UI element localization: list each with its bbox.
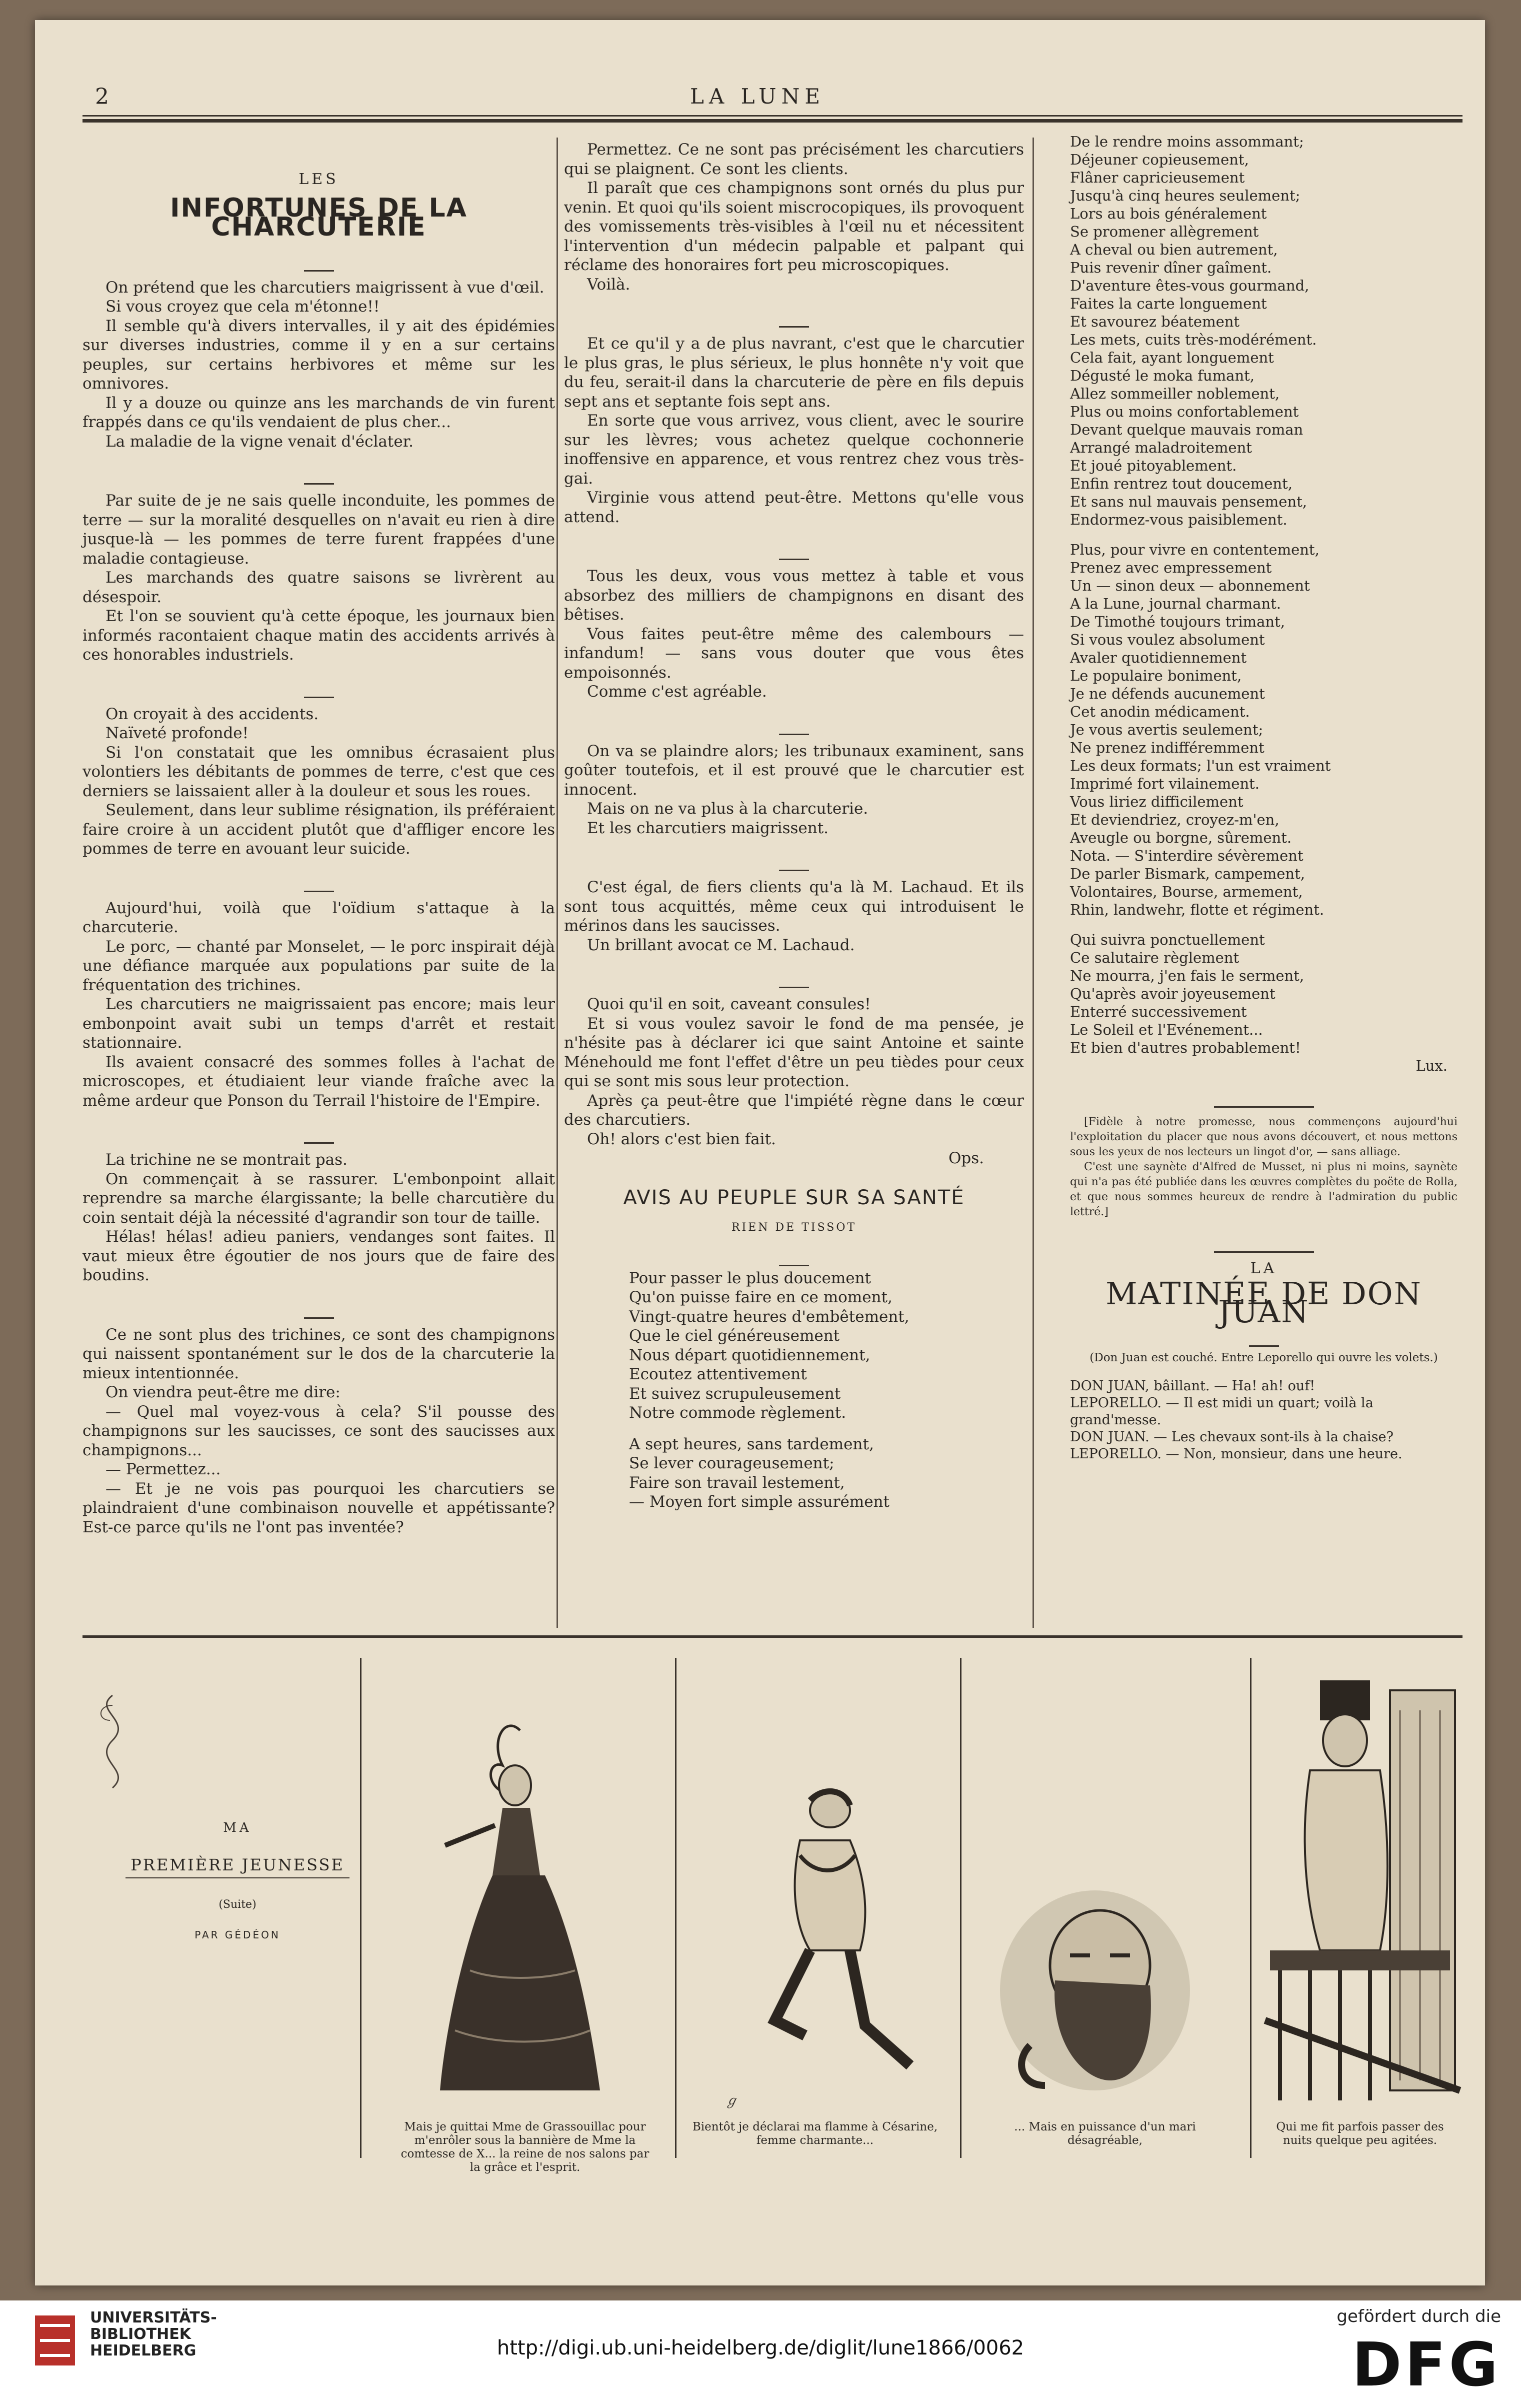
paragraph: On va se plaindre alors; les tribunaux examinent, sans goûter toutefois, et il est prouvé que le charcutier est innocent. — [564, 742, 1024, 799]
series-author: PAR GÉDÉON — [194, 1929, 280, 1941]
funding-label: gefördert durch die — [1336, 2306, 1501, 2326]
dialogue-line: LEPORELLO. — Il est midi un quart; voilà la grand'messe. — [1070, 1395, 1374, 1428]
article-kicker: LES — [298, 171, 339, 188]
article-charcuterie — [82, 140, 555, 1537]
paragraph: Oh! alors c'est bien fait. — [587, 1130, 776, 1148]
verse-line: Cela fait, ayant longuement — [1070, 349, 1274, 366]
paragraph: — Permettez... — [106, 1460, 221, 1478]
paragraph: — Quel mal voyez-vous à cela? S'il pousse des champignons sur les saucisses, ce sont des saucisses aux champignons... — [82, 1402, 555, 1459]
editorial-note — [1070, 1115, 1458, 1220]
paragraph: Virginie vous attend peut-être. Mettons qu'elle vous attend. — [564, 489, 1024, 526]
paragraph: Naïveté profonde! — [106, 724, 249, 742]
paragraph: Tous les deux, vous vous mettez à table et vous absorbez des milliers de champignons en disant des bêtises. — [564, 567, 1024, 624]
series-suite: (Suite) — [218, 1898, 256, 1911]
verse-line: Et deviendriez, croyez-m'en, — [1070, 811, 1280, 828]
caption: Bientôt je déclarai ma flamme à Césarine, femme charmante... — [692, 2120, 938, 2147]
paragraph: Par suite de je ne sais quelle inconduite, les pommes de terre — sur la moralité desquelles on n'avait eu rien à dire jusque-là — les pommes de terre furent frappées d'une maladie contagieuse. — [82, 492, 555, 568]
journal-title: LA LUNE — [690, 84, 825, 109]
verse-line: De le rendre moins assommant; — [1070, 133, 1304, 150]
paragraph: Voilà. — [587, 275, 630, 294]
paragraph: Il y a douze ou quinze ans les marchands de vin furent frappés dans ce qu'ils vendaient de plus cher... — [82, 394, 555, 431]
artist-monogram-icon: ℊ — [725, 2093, 738, 2108]
paragraph: La maladie de la vigne venait d'éclater. — [106, 432, 414, 451]
verse-line: Se lever courageusement; — [629, 1454, 834, 1472]
verse-line: Prenez avec empressement — [1070, 559, 1272, 576]
verse-line: Imprimé fort vilainement. — [1070, 775, 1260, 792]
balcony-man-illustration — [1260, 1670, 1470, 2110]
verse-line: Je ne défends aucunement — [1070, 685, 1265, 702]
column-separator — [1032, 138, 1034, 1628]
verse-line: — Moyen fort simple assurément — [629, 1493, 890, 1511]
panel-separator — [360, 1658, 362, 2158]
paragraph: Il semble qu'à divers intervalles, il y ait des épidémies sur diverses industries, comme il y en a sur certains peuples, sur certains herbivores et même sur les omnivores. — [82, 317, 555, 393]
paragraph: La trichine ne se montrait pas. — [106, 1151, 348, 1169]
verse-line: Qu'après avoir joyeusement — [1070, 985, 1276, 1002]
verse-line: Je vous avertis seulement; — [1070, 721, 1264, 738]
paragraph: Ce ne sont plus des trichines, ce sont des champignons qui naissent spontanément sur le dos de la charcuterie la mieux intentionnée. — [82, 1325, 555, 1382]
verse-line: Endormez-vous paisiblement. — [1070, 511, 1288, 528]
paragraph: Les marchands des quatre saisons se livrèrent au désespoir. — [82, 569, 555, 606]
paragraph: Ils avaient consacré des sommes folles à l'achat de microscopes, et étudiaient leur viande fraîche avec la même ardeur que Ponson du Terrail l'histoire de l'Empire. — [82, 1053, 555, 1110]
series-kicker: MA — [223, 1820, 252, 1835]
library-line: HEIDELBERG — [90, 2342, 196, 2359]
source-url[interactable]: http://digi.ub.uni-heidelberg.de/diglit/lune1866/0062 — [496, 2336, 1024, 2359]
paragraph: Comme c'est agréable. — [587, 683, 767, 701]
caption: Mais je quittai Mme de Grassouillac pour m'enrôler sous la bannière de Mme la comtesse de X... la reine de nos salons par la grâce et l'esprit. — [400, 2120, 650, 2174]
verse-line: De Timothé toujours trimant, — [1070, 613, 1285, 630]
paragraph: — Et je ne vois pas pourquoi les charcutiers se plaindraient d'une combinaison nouvelle et appétissante? Est-ce parce qu'ils ne l'ont pas inventée? — [82, 1479, 555, 1536]
poem-title: AVIS AU PEUPLE SUR SA SANTÉ — [623, 1186, 965, 1209]
paragraph: Mais on ne va plus à la charcuterie. — [587, 800, 868, 818]
paragraph: Si l'on constatait que les omnibus écrasaient plus volontiers les débitants de pommes de terre, c'est que ces derniers se laissaient aller à la douleur et sous les roues. — [82, 743, 555, 800]
paragraph: On viendra peut-être me dire: — [106, 1383, 340, 1401]
panel-separator — [960, 1658, 962, 2158]
note-paragraph: C'est une saynète d'Alfred de Musset, ni plus ni moins, saynète qui n'a pas été publiée dans les œuvres complètes du poëte de Rolla, et que nous sommes heureux de rendre à l'admiration du public lettré.] — [1070, 1161, 1458, 1218]
paragraph: Et ce qu'il y a de plus navrant, c'est que le charcutier le plus gras, le plus sérieux, le plus honnête n'y voit que du feu, serait-il dans la charcuterie de père en fils depuis sept ans et septante fois sept ans. — [564, 335, 1024, 411]
verse-line: Faire son travail lestement, — [629, 1473, 845, 1492]
verse-line: Que le ciel généreusement — [629, 1327, 840, 1345]
verse-line: Ne mourra, j'en fais le serment, — [1070, 967, 1304, 984]
paragraph: On commençait à se rassurer. L'embonpoint allait reprendre sa marche élargissante; la belle charcutière du coin sentait déjà la nécessité d'agrandir son tour de taille. — [82, 1170, 555, 1227]
caption: ... Mais en puissance d'un mari désagréable, — [1014, 2120, 1196, 2147]
verse-line: Nous départ quotidiennement, — [629, 1346, 870, 1364]
verse-line: Avaler quotidiennement — [1070, 649, 1247, 666]
verse-line: Puis revenir dîner gaîment. — [1070, 259, 1272, 276]
paragraph: Seulement, dans leur sublime résignation, ils préféraient faire croire à un accident plutôt que d'affliger encore les pommes de terre en avouant leur suicide. — [82, 801, 555, 858]
verse-line: Plus ou moins confortablement — [1070, 403, 1299, 420]
caption: Qui me fit parfois passer des nuits quelque peu agitées. — [1276, 2120, 1444, 2147]
dfg-logo: DFG — [1352, 2330, 1501, 2400]
verse-line: Dégusté le moka fumant, — [1070, 367, 1255, 384]
verse-line: Volontaires, Bourse, armement, — [1070, 883, 1303, 900]
verse-line: Nota. — S'interdire sévèrement — [1070, 847, 1304, 864]
verse-line: A sept heures, sans tardement, — [629, 1435, 874, 1453]
lady-illustration — [415, 1710, 625, 2110]
paragraph: Les charcutiers ne maigrissaient pas encore; mais leur embonpoint avait subi un temps d'arrêt et restait stationnaire. — [82, 995, 555, 1052]
paragraph: Aujourd'hui, voilà que l'oïdium s'attaque à la charcuterie. — [82, 899, 555, 936]
verse-line: Arrangé maladroitement — [1070, 439, 1252, 456]
paragraph: Le porc, — chanté par Monselet, — le porc inspirait déjà une défiance marquée aux populations par suite de la fréquentation des trichines. — [82, 937, 555, 994]
verse-line: Jusqu'à cinq heures seulement; — [1070, 187, 1300, 204]
paragraph: Il paraît que ces champignons sont ornés du plus pur venin. Et quoi qu'ils soient miscrocopiques, ils provoquent des vomissements très-visibles à l'œil nu et nécessitent l'intervention d'un médecin palpable et palpant qui réclame des honoraires fort peu microscopiques. — [564, 179, 1024, 274]
poem — [1070, 133, 1458, 1057]
paragraph: Vous faites peut-être même des calembours — infandum! — sans vous douter que vous êtes empoisonnés. — [564, 625, 1024, 682]
paragraph: Quoi qu'il en soit, caveant consules! — [587, 995, 871, 1013]
paragraph: Et les charcutiers maigrissent. — [587, 819, 829, 837]
verse-line: Aveugle ou borgne, sûrement. — [1070, 829, 1292, 846]
verse-line: Vous liriez difficilement — [1070, 793, 1244, 810]
paragraph: Un brillant avocat ce M. Lachaud. — [587, 936, 855, 954]
cartoon-rule — [82, 1635, 1462, 1638]
play-kicker: LA — [1250, 1260, 1278, 1277]
paragraph: Après ça peut-être que l'impiété règne dans le cœur des charcutiers. — [564, 1091, 1024, 1129]
verse-line: Devant quelque mauvais roman — [1070, 421, 1304, 438]
verse-line: Flâner capricieusement — [1070, 169, 1245, 186]
verse-line: De parler Bismark, campement, — [1070, 865, 1305, 882]
header-rule-thick — [82, 119, 1462, 123]
verse-line: Déjeuner copieusement, — [1070, 151, 1249, 168]
verse-line: Et bien d'autres probablement! — [1070, 1039, 1301, 1056]
verse-line: Ecoutez attentivement — [629, 1365, 807, 1383]
paragraph: En sorte que vous arrivez, vous client, avec le sourire sur les lèvres; vous achetez quelque cochonnerie inoffensive en apparence, et vous rentrez chez vous très-gai. — [564, 412, 1024, 488]
paragraph: Permettez. Ce ne sont pas précisément les charcutiers qui se plaignent. Ce sont les clients. — [564, 141, 1024, 178]
verse-line: Et sans nul mauvais pensement, — [1070, 493, 1308, 510]
verse-line: Enterré successivement — [1070, 1003, 1247, 1020]
panel-separator — [675, 1658, 676, 2158]
paragraph: Et l'on se souvient qu'à cette époque, les journaux bien informés racontaient chaque matin des accidents arrivés à ces honorables industriels. — [82, 607, 555, 664]
dialogue-line: DON JUAN. — Les chevaux sont-ils à la chaise? — [1070, 1429, 1394, 1445]
verse-line: Si vous voulez absolument — [1070, 631, 1265, 648]
ornament-icon — [82, 1690, 142, 1790]
verse-line: Notre commode règlement. — [629, 1404, 846, 1422]
paragraph: C'est égal, de fiers clients qu'a là M. Lachaud. Et ils sont tous acquittés, même ceux qui introduisent le mérinos dans les saucisses. — [564, 878, 1024, 935]
verse-line: Enfin rentrez tout doucement, — [1070, 475, 1292, 492]
dialogue — [1070, 1378, 1458, 1463]
verse-line: Et savourez béatement — [1070, 313, 1240, 330]
verse-line: A la Lune, journal charmant. — [1070, 595, 1282, 612]
dialogue-line: DON JUAN, bâillant. — Ha! ah! ouf! — [1070, 1378, 1316, 1394]
series-title: PREMIÈRE JEUNESSE — [126, 1855, 350, 1878]
dialogue-line: LEPORELLO. — Non, monsieur, dans une heure. — [1070, 1446, 1402, 1462]
verse-line: Pour passer le plus doucement — [629, 1269, 872, 1287]
verse-line: Lors au bois généralement — [1070, 205, 1267, 222]
verse-line: Un — sinon deux — abonnement — [1070, 577, 1310, 594]
verse-line: Le populaire boniment, — [1070, 667, 1242, 684]
verse-line: Allez sommeiller noblement, — [1070, 385, 1280, 402]
verse-line: Les deux formats; l'un est vraiment — [1070, 757, 1331, 774]
library-line: UNIVERSITÄTS- — [90, 2309, 217, 2326]
verse-line: Ce salutaire règlement — [1070, 949, 1240, 966]
column-separator — [556, 138, 558, 1628]
library-line: BIBLIOTHEK — [90, 2325, 191, 2343]
verse-line: Faites la carte longuement — [1070, 295, 1267, 312]
verse-line: Plus, pour vivre en contentement, — [1070, 541, 1320, 558]
signature: Lux. — [1416, 1057, 1448, 1074]
verse-line: Le Soleil et l'Evénement... — [1070, 1021, 1263, 1038]
note-paragraph: [Fidèle à notre promesse, nous commençons aujourd'hui l'exploitation du placer que nous avons découvert, et nous mettons sous les yeux de nos lecteurs un lingot d'or, — sans alliage. — [1070, 1116, 1458, 1158]
stage-direction: (Don Juan est couché. Entre Leporello qui ouvre les volets.) — [1090, 1351, 1438, 1364]
verse-line: D'aventure êtes-vous gourmand, — [1070, 277, 1310, 294]
article-continued — [564, 140, 1024, 1512]
header-rule — [82, 115, 1462, 117]
verse-line: Les mets, cuits très-modérément. — [1070, 331, 1317, 348]
paragraph: Si vous croyez que cela m'étonne!! — [106, 298, 380, 316]
newspaper-page — [35, 20, 1485, 2285]
page-number: 2 — [95, 84, 109, 110]
verse-line: Qui suivra ponctuellement — [1070, 931, 1265, 948]
verse-line: Et joué pitoyablement. — [1070, 457, 1237, 474]
panel-separator — [1250, 1658, 1252, 2158]
verse-line: A cheval ou bien autrement, — [1070, 241, 1278, 258]
paragraph: On croyait à des accidents. — [106, 705, 319, 723]
verse-line: Vingt-quatre heures d'embêtement, — [629, 1307, 910, 1326]
poem — [629, 1269, 1024, 1512]
paragraph: On prétend que les charcutiers maigrissent à vue d'œil. — [106, 278, 544, 297]
verse-line: Se promener allègrement — [1070, 223, 1259, 240]
paragraph: Et si vous voulez savoir le fond de ma pensée, je n'hésite pas à déclarer ici que saint Antoine et sainte Ménehould me font l'effet d'être un peu tièdes pour ceux qui se sont mis sous leur protection. — [564, 1014, 1024, 1090]
signature: Ops. — [948, 1149, 984, 1167]
play-title: MATINÉE DE DON JUAN — [1106, 1275, 1422, 1330]
poem-subtitle: RIEN DE TISSOT — [731, 1221, 857, 1234]
poem-continued — [1070, 133, 1458, 1463]
bearded-man-illustration — [985, 1880, 1205, 2100]
kneeling-man-illustration — [700, 1785, 940, 2095]
verse-line: Et suivez scrupuleusement — [629, 1384, 841, 1403]
verse-line: Rhin, landwehr, flotte et régiment. — [1070, 901, 1324, 918]
article-title: INFORTUNES DE LA CHARCUTERIE — [170, 193, 468, 242]
paragraph: Hélas! hélas! adieu paniers, vendanges sont faites. Il vaut mieux être égoutier de nos jours que de faire des boudins. — [82, 1228, 555, 1284]
verse-line: Qu'on puisse faire en ce moment, — [629, 1288, 892, 1306]
verse-line: Cet anodin médicament. — [1070, 703, 1250, 720]
cartoon-title-block — [88, 1720, 388, 1941]
verse-line: Ne prenez indifféremment — [1070, 739, 1264, 756]
